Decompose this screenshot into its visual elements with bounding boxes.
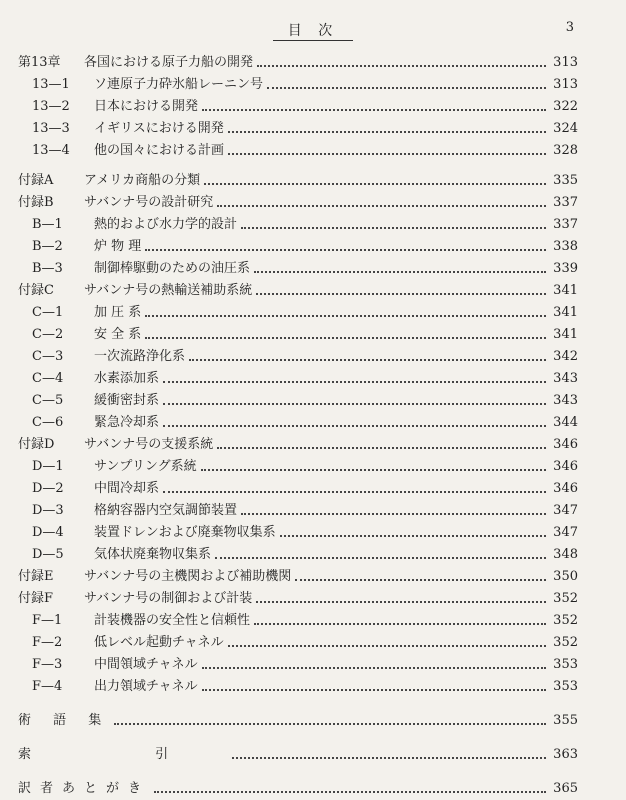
leader-dots	[228, 131, 546, 133]
section-number: 13—1	[32, 77, 70, 92]
section-number: C—6	[32, 415, 64, 430]
entry-title: サバンナ号の主機関および補助機関	[84, 569, 292, 584]
leader-dots	[201, 469, 546, 471]
section-number: D—3	[32, 503, 64, 518]
toc-entry	[18, 522, 578, 544]
entry-page-number: 341	[553, 305, 578, 320]
toc-entry	[18, 52, 578, 74]
entry-page-number: 343	[553, 371, 578, 386]
entry-page-number: 313	[553, 55, 578, 70]
leader-dots	[228, 153, 546, 155]
entry-title: サバンナ号の支援系統	[84, 437, 214, 452]
toc-entry	[18, 74, 578, 96]
entry-page-number: 353	[553, 657, 578, 672]
table-of-contents	[18, 52, 578, 800]
entry-page-number: 341	[553, 283, 578, 298]
toc-entry	[18, 390, 578, 412]
toc-entry	[18, 140, 578, 162]
toc-entry	[18, 214, 578, 236]
leader-dots	[257, 65, 546, 67]
entry-page-number: 313	[553, 77, 578, 92]
toc-entry	[18, 500, 578, 522]
section-number: F—1	[32, 613, 63, 628]
leader-dots	[145, 337, 546, 339]
toc-entry	[18, 302, 578, 324]
entry-title: イギリスにおける開発	[94, 121, 224, 136]
entry-title: 緊急冷却系	[94, 415, 160, 430]
toc-entry	[18, 478, 578, 500]
toc-entry	[18, 258, 578, 280]
entry-title: 中間領域チャネル	[94, 657, 198, 672]
leader-dots	[163, 403, 546, 405]
entry-page-number: 347	[553, 525, 578, 540]
leader-dots	[204, 183, 546, 185]
entry-page-number: 322	[553, 99, 578, 114]
toc-entry	[18, 566, 578, 588]
page-number: 3	[565, 20, 574, 35]
section-number: D—5	[32, 547, 64, 562]
entry-title: アメリカ商船の分類	[84, 173, 201, 188]
section-number: B—2	[32, 239, 63, 254]
entry-title: 索 引	[18, 747, 229, 762]
leader-dots	[202, 667, 546, 669]
toc-entry	[18, 456, 578, 478]
leader-dots	[256, 601, 546, 603]
entry-title: 他の国々における計画	[94, 143, 225, 158]
leader-dots	[241, 513, 546, 515]
toc-entry	[18, 170, 578, 192]
entry-page-number: 343	[553, 393, 578, 408]
toc-entry	[18, 368, 578, 390]
entry-page-number: 346	[553, 437, 578, 452]
toc-entry	[18, 412, 578, 434]
leader-dots	[256, 293, 546, 295]
entry-page-number: 363	[553, 747, 578, 762]
leader-dots	[202, 109, 546, 111]
leader-dots	[241, 227, 546, 229]
entry-title: サバンナ号の熱輸送補助系統	[84, 283, 253, 298]
leader-dots	[254, 623, 546, 625]
entry-title: 出力領域チャネル	[94, 679, 198, 694]
entry-title: サバンナ号の制御および計装	[84, 591, 253, 606]
entry-page-number: 352	[553, 613, 578, 628]
entry-title: サバンナ号の設計研究	[84, 195, 214, 210]
page-header	[0, 18, 626, 42]
entry-page-number: 335	[553, 173, 578, 188]
toc-entry	[18, 324, 578, 346]
toc-entry	[18, 710, 578, 732]
entry-page-number: 353	[553, 679, 578, 694]
section-number: 13—3	[32, 121, 70, 136]
entry-page-number: 328	[553, 143, 578, 158]
leader-dots	[163, 491, 546, 493]
leader-dots	[228, 645, 546, 647]
appendix-number: 付録A	[18, 173, 54, 188]
entry-title: 制御棒駆動のための油圧系	[94, 261, 251, 276]
leader-dots	[217, 205, 546, 207]
entry-page-number: 324	[553, 121, 578, 136]
toc-entry	[18, 632, 578, 654]
entry-title: 低レベル起動チャネル	[94, 635, 224, 650]
leader-dots	[215, 557, 546, 559]
leader-dots	[217, 447, 546, 449]
toc-entry	[18, 610, 578, 632]
leader-dots	[202, 689, 546, 691]
entry-title: 術 語 集	[18, 713, 111, 728]
entry-page-number: 365	[553, 781, 578, 796]
section-number: C—1	[32, 305, 64, 320]
section-number: C—4	[32, 371, 64, 386]
toc-entry	[18, 192, 578, 214]
toc-entry	[18, 654, 578, 676]
entry-page-number: 339	[553, 261, 578, 276]
entry-title: サンプリング系統	[94, 459, 197, 474]
appendix-number: 付録B	[18, 195, 54, 210]
appendix-number: 付録C	[18, 283, 54, 298]
entry-page-number: 337	[553, 195, 578, 210]
entry-title: 訳者あとがき	[18, 781, 151, 796]
appendix-number: 付録D	[18, 437, 55, 452]
entry-page-number: 338	[553, 239, 578, 254]
entry-page-number: 346	[553, 459, 578, 474]
entry-title: 各国における原子力船の開発	[84, 55, 254, 70]
entry-title: 中間冷却系	[94, 481, 160, 496]
entry-page-number: 337	[553, 217, 578, 232]
leader-dots	[280, 535, 546, 537]
section-number: D—2	[32, 481, 64, 496]
toc-entry	[18, 118, 578, 140]
leader-dots	[254, 271, 546, 273]
entry-page-number: 348	[553, 547, 578, 562]
leader-dots	[114, 723, 546, 725]
entry-title: 気体状廃棄物収集系	[94, 547, 212, 562]
entry-page-number: 341	[553, 327, 578, 342]
chapter-number: 第13章	[18, 55, 61, 70]
entry-page-number: 352	[553, 635, 578, 650]
entry-page-number: 344	[553, 415, 578, 430]
entry-title: 炉 物 理	[94, 239, 142, 254]
toc-entry	[18, 434, 578, 456]
section-number: B—1	[32, 217, 63, 232]
entry-title: 一次流路浄化系	[94, 349, 186, 364]
entry-title: 緩衝密封系	[94, 393, 160, 408]
leader-dots	[267, 87, 546, 89]
toc-entry	[18, 676, 578, 698]
section-number: F—3	[32, 657, 63, 672]
toc-entry	[18, 236, 578, 258]
toc-entry	[18, 778, 578, 800]
leader-dots	[145, 249, 546, 251]
heading-underline	[273, 40, 353, 41]
section-number: F—4	[32, 679, 63, 694]
leader-dots	[154, 791, 546, 793]
entry-title: 装置ドレンおよび廃棄物収集系	[94, 525, 276, 540]
entry-title: 加 圧 系	[94, 305, 142, 320]
entry-page-number: 346	[553, 481, 578, 496]
toc-entry	[18, 544, 578, 566]
section-number: C—2	[32, 327, 64, 342]
leader-dots	[295, 579, 546, 581]
section-number: 13—2	[32, 99, 70, 114]
entry-page-number: 342	[553, 349, 578, 364]
appendix-number: 付録E	[18, 569, 54, 584]
toc-entry	[18, 346, 578, 368]
toc-heading: 目 次	[287, 23, 339, 39]
entry-title: 水素添加系	[94, 371, 160, 386]
entry-title: 格納容器内空気調節装置	[94, 503, 238, 518]
entry-page-number: 352	[553, 591, 578, 606]
entry-page-number: 355	[553, 713, 578, 728]
section-number: F—2	[32, 635, 63, 650]
section-number: C—3	[32, 349, 64, 364]
leader-dots	[232, 757, 546, 759]
toc-entry	[18, 96, 578, 118]
toc-entry	[18, 280, 578, 302]
section-number: 13—4	[32, 143, 70, 158]
entry-title: 熱的および水力学的設計	[94, 217, 238, 232]
entry-page-number: 347	[553, 503, 578, 518]
entry-page-number: 350	[553, 569, 578, 584]
section-number: B—3	[32, 261, 63, 276]
entry-title: ソ連原子力砕氷船レーニン号	[94, 77, 264, 92]
toc-entry	[18, 744, 578, 766]
leader-dots	[163, 381, 546, 383]
entry-title: 日本における開発	[94, 99, 199, 114]
leader-dots	[189, 359, 546, 361]
entry-title: 安 全 系	[94, 327, 142, 342]
section-number: D—4	[32, 525, 64, 540]
toc-entry	[18, 588, 578, 610]
leader-dots	[163, 425, 546, 427]
entry-title: 計装機器の安全性と信頼性	[94, 613, 251, 628]
appendix-number: 付録F	[18, 591, 54, 606]
leader-dots	[145, 315, 546, 317]
section-number: D—1	[32, 459, 64, 474]
section-number: C—5	[32, 393, 64, 408]
